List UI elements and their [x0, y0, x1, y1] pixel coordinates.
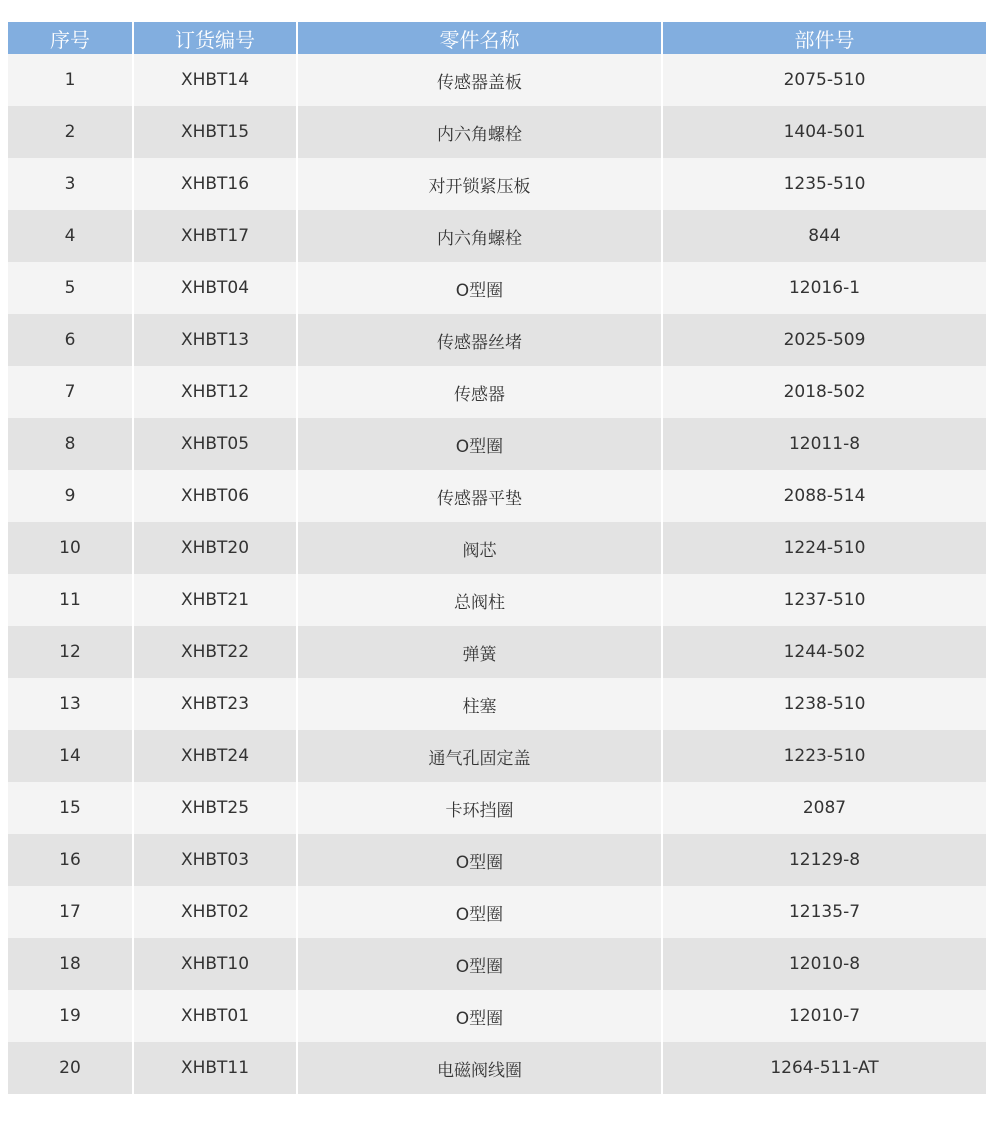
header-order-no: 订货编号 [134, 22, 298, 54]
cell-part-no: 1235-510 [663, 158, 986, 210]
cell-part-name: O型圈 [298, 262, 663, 314]
cell-order-no: XHBT05 [134, 418, 298, 470]
header-serial-no: 序号 [8, 22, 134, 54]
cell-order-no: XHBT12 [134, 366, 298, 418]
table-row [8, 522, 986, 574]
cell-part-name: 对开锁紧压板 [298, 158, 663, 210]
cell-part-no: 1264-511-AT [663, 1042, 986, 1094]
cell-part-no: 12010-7 [663, 990, 986, 1042]
cell-part-no: 1404-501 [663, 106, 986, 158]
cell-part-name: 传感器盖板 [298, 54, 663, 106]
table-row [8, 834, 986, 886]
cell-part-no: 2087 [663, 782, 986, 834]
cell-serial-no: 18 [8, 938, 134, 990]
cell-part-no: 1223-510 [663, 730, 986, 782]
table-row [8, 262, 986, 314]
table-row [8, 366, 986, 418]
cell-order-no: XHBT14 [134, 54, 298, 106]
cell-part-name: 传感器丝堵 [298, 314, 663, 366]
cell-serial-no: 6 [8, 314, 134, 366]
cell-part-name: 柱塞 [298, 678, 663, 730]
cell-serial-no: 16 [8, 834, 134, 886]
table-row [8, 106, 986, 158]
table-row [8, 678, 986, 730]
cell-order-no: XHBT23 [134, 678, 298, 730]
table-row [8, 314, 986, 366]
cell-part-name: 总阀柱 [298, 574, 663, 626]
cell-serial-no: 20 [8, 1042, 134, 1094]
cell-serial-no: 12 [8, 626, 134, 678]
cell-serial-no: 11 [8, 574, 134, 626]
table-header [8, 22, 986, 54]
cell-part-no: 1244-502 [663, 626, 986, 678]
cell-part-no: 1238-510 [663, 678, 986, 730]
cell-serial-no: 5 [8, 262, 134, 314]
cell-order-no: XHBT06 [134, 470, 298, 522]
cell-serial-no: 7 [8, 366, 134, 418]
table-row [8, 730, 986, 782]
table-row [8, 782, 986, 834]
table-row [8, 938, 986, 990]
cell-order-no: XHBT20 [134, 522, 298, 574]
cell-part-name: O型圈 [298, 886, 663, 938]
cell-part-name: O型圈 [298, 418, 663, 470]
cell-part-no: 1224-510 [663, 522, 986, 574]
cell-order-no: XHBT16 [134, 158, 298, 210]
cell-order-no: XHBT04 [134, 262, 298, 314]
cell-order-no: XHBT21 [134, 574, 298, 626]
cell-order-no: XHBT22 [134, 626, 298, 678]
cell-order-no: XHBT02 [134, 886, 298, 938]
cell-order-no: XHBT01 [134, 990, 298, 1042]
cell-part-name: 传感器 [298, 366, 663, 418]
table-row [8, 626, 986, 678]
cell-serial-no: 4 [8, 210, 134, 262]
cell-part-no: 12129-8 [663, 834, 986, 886]
cell-serial-no: 3 [8, 158, 134, 210]
cell-part-no: 2025-509 [663, 314, 986, 366]
header-part-no: 部件号 [663, 22, 986, 54]
parts-table [8, 22, 986, 1094]
cell-order-no: XHBT17 [134, 210, 298, 262]
cell-part-no: 12011-8 [663, 418, 986, 470]
cell-serial-no: 2 [8, 106, 134, 158]
cell-order-no: XHBT03 [134, 834, 298, 886]
cell-part-name: O型圈 [298, 938, 663, 990]
table-row [8, 574, 986, 626]
table-row [8, 1042, 986, 1094]
cell-part-no: 1237-510 [663, 574, 986, 626]
cell-part-no: 2018-502 [663, 366, 986, 418]
table-row [8, 886, 986, 938]
cell-part-name: O型圈 [298, 990, 663, 1042]
cell-part-name: 弹簧 [298, 626, 663, 678]
header-row [8, 22, 986, 54]
cell-order-no: XHBT13 [134, 314, 298, 366]
cell-part-no: 2088-514 [663, 470, 986, 522]
cell-part-no: 12016-1 [663, 262, 986, 314]
table-row [8, 418, 986, 470]
cell-part-name: 内六角螺栓 [298, 210, 663, 262]
table-body [8, 54, 986, 1094]
cell-part-no: 12010-8 [663, 938, 986, 990]
cell-part-name: 传感器平垫 [298, 470, 663, 522]
cell-part-name: 通气孔固定盖 [298, 730, 663, 782]
cell-serial-no: 15 [8, 782, 134, 834]
cell-part-name: 卡环挡圈 [298, 782, 663, 834]
cell-order-no: XHBT10 [134, 938, 298, 990]
cell-part-no: 2075-510 [663, 54, 986, 106]
cell-serial-no: 14 [8, 730, 134, 782]
cell-part-no: 12135-7 [663, 886, 986, 938]
cell-serial-no: 10 [8, 522, 134, 574]
cell-part-name: 阀芯 [298, 522, 663, 574]
header-part-name: 零件名称 [298, 22, 663, 54]
cell-part-name: 内六角螺栓 [298, 106, 663, 158]
cell-order-no: XHBT11 [134, 1042, 298, 1094]
cell-serial-no: 17 [8, 886, 134, 938]
cell-order-no: XHBT25 [134, 782, 298, 834]
table-row [8, 990, 986, 1042]
cell-serial-no: 9 [8, 470, 134, 522]
table-row [8, 54, 986, 106]
cell-part-name: O型圈 [298, 834, 663, 886]
table-row [8, 158, 986, 210]
cell-serial-no: 19 [8, 990, 134, 1042]
cell-serial-no: 1 [8, 54, 134, 106]
table-row [8, 470, 986, 522]
cell-order-no: XHBT24 [134, 730, 298, 782]
cell-part-name: 电磁阀线圈 [298, 1042, 663, 1094]
cell-serial-no: 13 [8, 678, 134, 730]
cell-serial-no: 8 [8, 418, 134, 470]
cell-order-no: XHBT15 [134, 106, 298, 158]
table-row [8, 210, 986, 262]
cell-part-no: 844 [663, 210, 986, 262]
